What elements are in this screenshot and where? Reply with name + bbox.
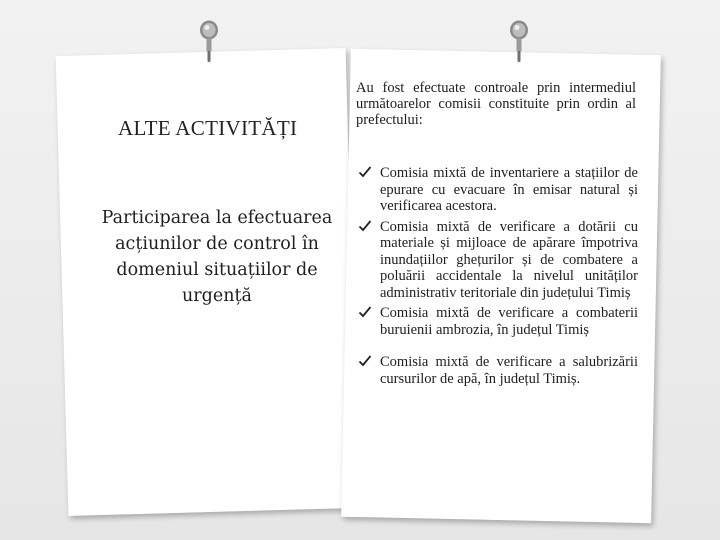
pushpin-icon	[508, 20, 530, 64]
checkmark-icon	[358, 165, 374, 181]
list-item-text: Comisia mixtă de verificare a salubrizării cursurilor de apă, în județul Timiș.	[380, 354, 638, 387]
list-item-text: Comisia mixtă de inventariere a stațiilor de epurare cu evacuare în emisar natural și verificarea acestora.	[380, 165, 638, 214]
commission-list	[356, 165, 638, 403]
checkmark-icon	[358, 305, 374, 321]
intro-paragraph: Au fost efectuate controale prin intermediul următoarelor comisii constituite prin ordin al prefectului:	[356, 80, 636, 128]
checkmark-icon	[358, 219, 374, 235]
list-item	[356, 305, 638, 338]
checkmark-icon	[358, 354, 374, 370]
list-item-text: Comisia mixtă de verificare a dotării cu materiale și mijloace de apărare împotriva inundațiilor ghețurilor și de combatere a poluării accidentale la nivelul unităților administrativ teritoriale din județului Timiș	[380, 218, 638, 301]
slide-title: ALTE ACTIVITĂȚI	[118, 116, 298, 140]
list-item	[356, 165, 638, 215]
list-item	[356, 219, 638, 302]
pushpin-icon	[198, 20, 220, 64]
list-item-text: Comisia mixtă de verificare a combaterii buruienii ambrozia, în județul Timiș	[380, 305, 638, 338]
slide-subtitle: Participarea la efectuarea acțiunilor de control în domeniul situațiilor de urgență	[101, 208, 333, 306]
list-item	[356, 354, 638, 387]
